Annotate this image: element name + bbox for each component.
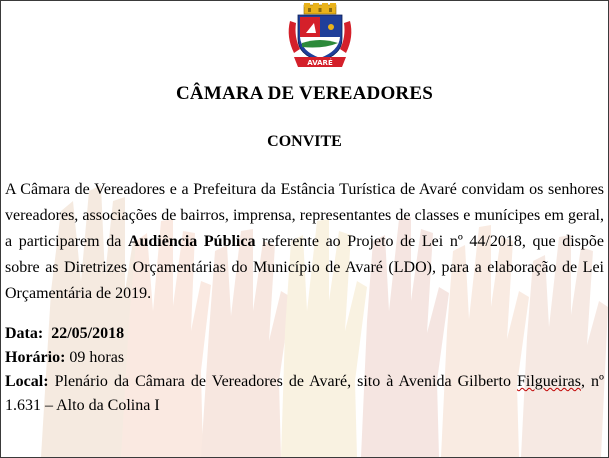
paragraph-text-before: A Câmara de Vereadores e a Prefeitura da Estância Turística de Avaré convidam os senhores vereadores, associações de bairros, imprensa, representantes de classes e munícipes em geral, a participarem da bbox=[5, 181, 604, 250]
date-label: Data: bbox=[5, 325, 44, 342]
paragraph-bold-text: Audiência Pública bbox=[127, 233, 256, 250]
event-details bbox=[5, 322, 604, 418]
time-label: Horário: bbox=[5, 349, 66, 366]
date-line bbox=[5, 322, 604, 346]
place-label: Local: bbox=[5, 373, 49, 390]
place-value-part-1: Plenário da Câmara de Vereadores de Avaré, sito à Avenida Gilberto bbox=[54, 373, 517, 390]
date-value: 22/05/2018 bbox=[51, 325, 125, 342]
time-value: 09 horas bbox=[69, 349, 125, 366]
crest-banner-text: AVARÉ bbox=[307, 59, 333, 67]
document-subtitle: CONVITE bbox=[267, 133, 342, 150]
paragraph-text-after: referente ao Projeto de Lei nº 44/2018, que dispõe sobre as Diretrizes Orçamentárias do Município de Avaré (LDO), para a elaboração de Lei Orçamentária de 2019. bbox=[5, 233, 605, 302]
place-line bbox=[5, 370, 604, 418]
page-title: CÂMARA DE VEREADORES bbox=[175, 83, 433, 104]
time-line bbox=[5, 346, 604, 370]
place-value-spellcheck-word: Filgueiras bbox=[517, 373, 581, 390]
place-value-part-2: , nº 1.631 – Alto da Colina I bbox=[5, 373, 605, 414]
invitation-paragraph bbox=[5, 177, 604, 307]
avare-coat-of-arms-logo bbox=[284, 3, 356, 69]
